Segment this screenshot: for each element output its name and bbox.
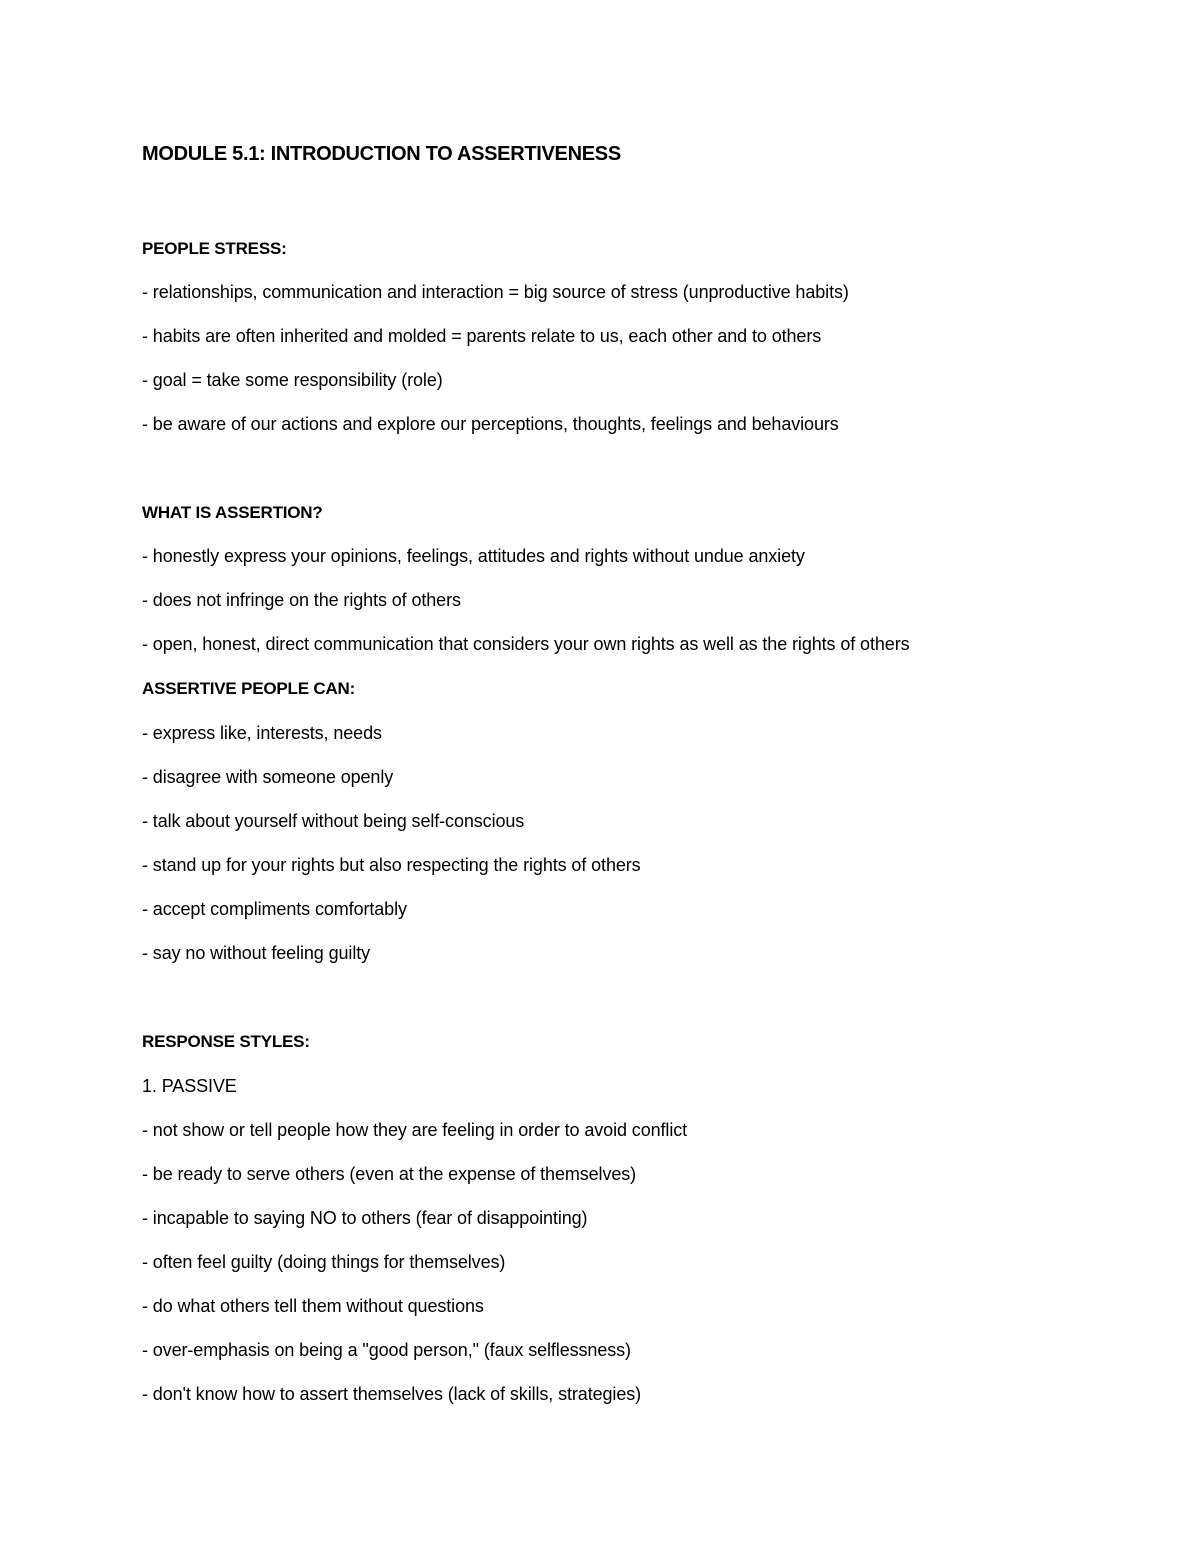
list-item: - disagree with someone openly [142,767,394,787]
list-item: - talk about yourself without being self-conscious [142,811,525,831]
list-item: - accept compliments comfortably [142,899,407,919]
subheading-passive: 1. PASSIVE [142,1076,237,1096]
page-title: MODULE 5.1: INTRODUCTION TO ASSERTIVENESS [142,143,621,165]
list-item: - not show or tell people how they are feeling in order to avoid conflict [142,1120,688,1140]
section-heading-people-stress: PEOPLE STRESS: [142,239,287,258]
section-heading-response-styles: RESPONSE STYLES: [142,1032,310,1051]
list-item: - express like, interests, needs [142,723,382,743]
list-item: - open, honest, direct communication that considers your own rights as well as the rights of others [142,634,910,654]
list-item: - over-emphasis on being a "good person," (faux selflessness) [142,1340,631,1360]
list-item: - relationships, communication and interaction = big source of stress (unproductive habits) [142,282,849,302]
list-item: - be ready to serve others (even at the expense of themselves) [142,1164,637,1184]
list-item: - don't know how to assert themselves (lack of skills, strategies) [142,1384,642,1404]
list-item: - say no without feeling guilty [142,943,371,963]
list-item: - habits are often inherited and molded = parents relate to us, each other and to others [142,326,822,346]
section-heading-what-is-assertion: WHAT IS ASSERTION? [142,503,323,522]
list-item: - goal = take some responsibility (role) [142,370,443,390]
section-heading-assertive-people-can: ASSERTIVE PEOPLE CAN: [142,679,356,698]
list-item: - stand up for your rights but also respecting the rights of others [142,855,641,875]
list-item: - incapable to saying NO to others (fear of disappointing) [142,1208,588,1228]
list-item: - does not infringe on the rights of others [142,590,461,610]
list-item: - be aware of our actions and explore our perceptions, thoughts, feelings and behaviours [142,414,839,434]
list-item: - often feel guilty (doing things for themselves) [142,1252,506,1272]
list-item: - honestly express your opinions, feelings, attitudes and rights without undue anxiety [142,546,805,566]
list-item: - do what others tell them without questions [142,1296,484,1316]
